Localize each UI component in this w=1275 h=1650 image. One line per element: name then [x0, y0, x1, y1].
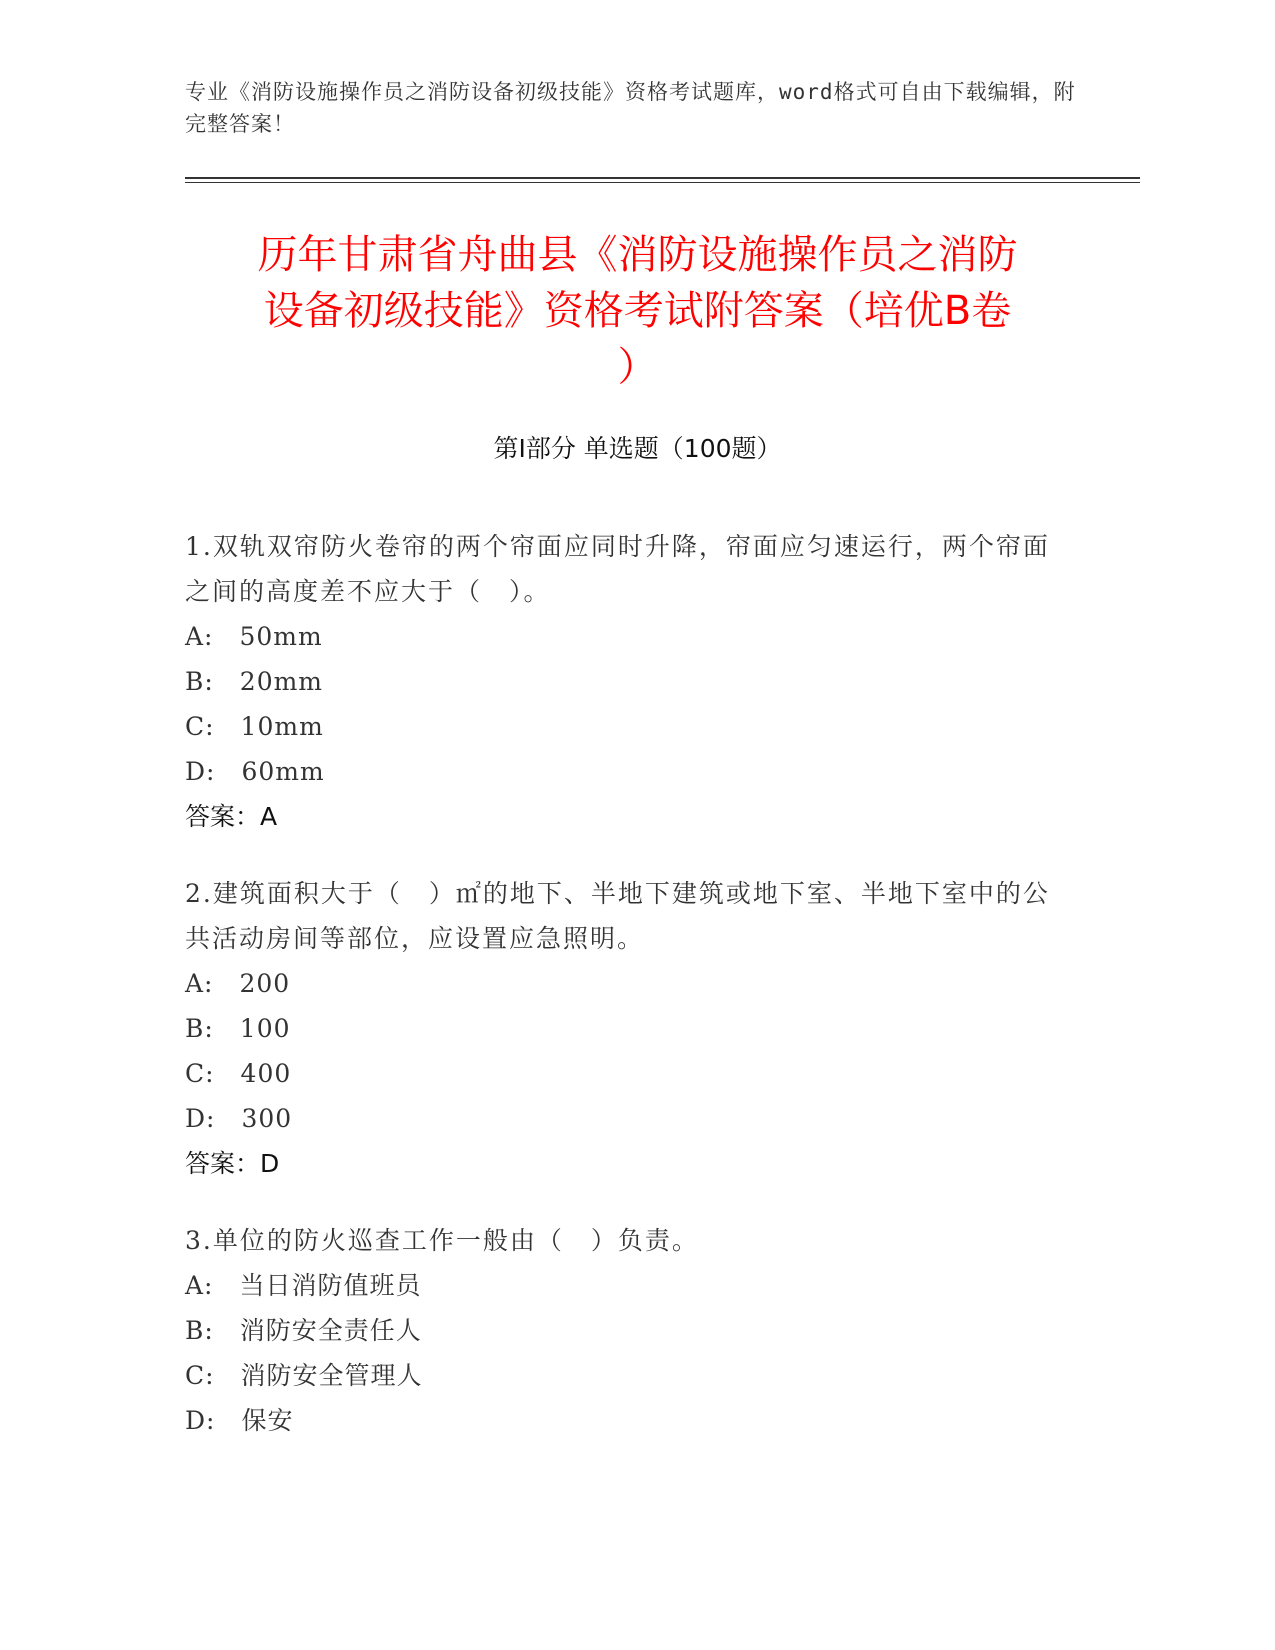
document-title	[185, 227, 1090, 395]
header-rule	[185, 177, 1140, 179]
option-c: C: 400	[185, 1059, 292, 1088]
question-list	[185, 524, 1065, 1475]
question-1	[185, 524, 1065, 839]
question-stem: 1.双轨双帘防火卷帘的两个帘面应同时升降，帘面应匀速运行，两个帘面之间的高度差不应大于（ ）。	[185, 532, 1050, 606]
answer: 答案：D	[185, 1149, 280, 1178]
option-c: C: 消防安全管理人	[185, 1361, 423, 1390]
header-note: 专业《消防设施操作员之消防设备初级技能》资格考试题库，word格式可自由下载编辑，附完整答案！	[185, 80, 1076, 136]
question-3	[185, 1218, 1065, 1443]
option-a: A: 200	[185, 969, 291, 998]
option-b: B: 20mm	[185, 667, 324, 696]
option-a: A: 50mm	[185, 622, 323, 651]
document-title-line-3: ）	[617, 344, 658, 390]
option-b: B: 消防安全责任人	[185, 1316, 422, 1345]
option-b: B: 100	[185, 1014, 291, 1043]
option-d: D: 300	[185, 1104, 293, 1133]
answer: 答案：A	[185, 802, 278, 831]
question-stem: 3.单位的防火巡查工作一般由（ ）负责。	[185, 1226, 699, 1255]
option-d: D: 60mm	[185, 757, 325, 786]
section-title: 第I部分 单选题（100题）	[493, 434, 782, 463]
document-title-line-2: 设备初级技能》资格考试附答案（培优B卷	[263, 288, 1012, 334]
question-stem: 2.建筑面积大于（ ）㎡的地下、半地下建筑或地下室、半地下室中的公共活动房间等部位，应设置应急照明。	[185, 879, 1050, 953]
question-2	[185, 871, 1065, 1186]
header-rule-secondary	[185, 182, 1140, 183]
option-d: D: 保安	[185, 1406, 294, 1435]
option-a: A: 当日消防值班员	[185, 1271, 422, 1300]
option-c: C: 10mm	[185, 712, 324, 741]
document-title-line-1: 历年甘肃省舟曲县《消防设施操作员之消防	[257, 232, 1018, 278]
